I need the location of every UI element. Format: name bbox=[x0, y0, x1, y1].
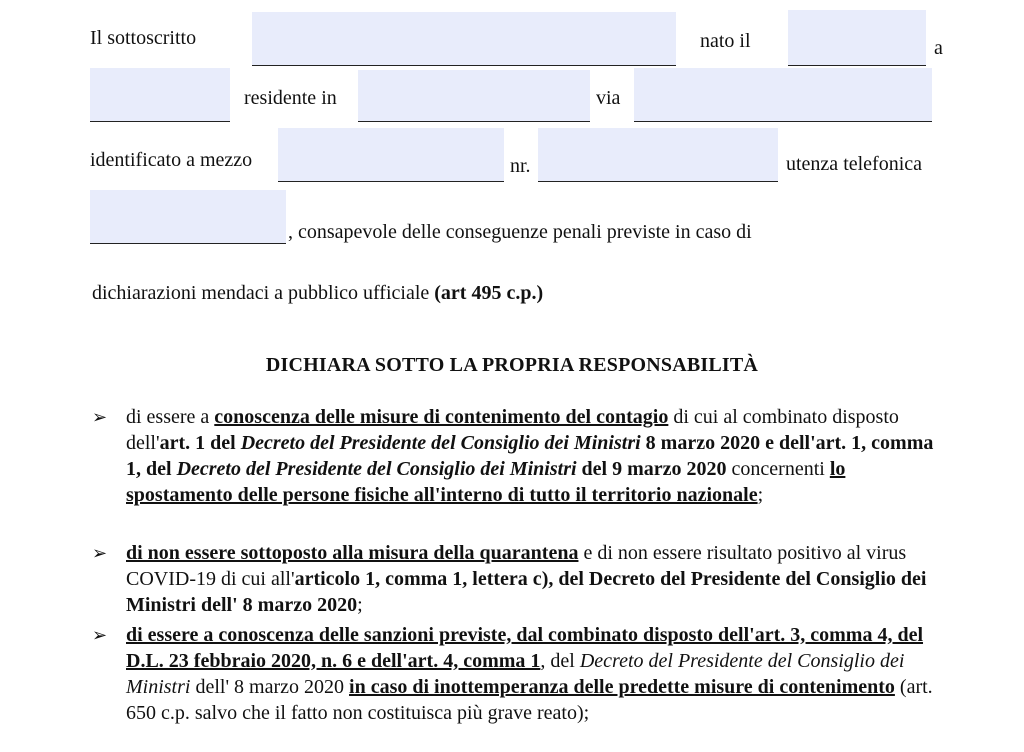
item-text: del 9 marzo 2020 bbox=[576, 458, 727, 480]
text-consapevole: , consapevole delle conseguenze penali previste in caso di bbox=[288, 221, 752, 243]
via-field[interactable] bbox=[634, 68, 932, 122]
item-text: di cui al combinato disposto dell' bbox=[126, 406, 899, 454]
item-text: di non essere sottoposto alla misura della quarantena bbox=[126, 542, 579, 564]
text-art-495: (art 495 c.p.) bbox=[434, 282, 544, 304]
item-text: in caso di inottemperanza delle predette misure di contenimento bbox=[349, 676, 895, 698]
item-text: di essere a conoscenza delle sanzioni previste, dal combinato disposto dell'art. 3, comma 4, del D.L. 23 febbraio 2020, n. 6 e dell'art. 4, comma 1 bbox=[126, 624, 924, 672]
telefono-field[interactable] bbox=[90, 190, 286, 244]
page-heading: DICHIARA SOTTO LA PROPRIA RESPONSABILITÀ bbox=[265, 354, 759, 376]
label-identificato: identificato a mezzo bbox=[90, 149, 253, 171]
residenza-field[interactable] bbox=[358, 70, 590, 122]
label-residente-in: residente in bbox=[244, 87, 337, 109]
bullet-icon: ➢ bbox=[92, 625, 108, 645]
item-text: concernenti bbox=[726, 458, 830, 480]
item-text: Decreto del Presidente del Consiglio dei Ministri bbox=[126, 650, 905, 698]
item-text: Decreto del Presidente del Consiglio dei Ministri bbox=[176, 458, 577, 480]
item-text: ; bbox=[757, 484, 764, 506]
item-text: dell' 8 marzo 2020 bbox=[190, 676, 350, 698]
documento-field[interactable] bbox=[278, 128, 504, 182]
label-nato-il: nato il bbox=[700, 30, 751, 52]
item-text: e di non essere risultato positivo al virus COVID-19 di cui all' bbox=[126, 542, 907, 590]
list-item bbox=[126, 622, 946, 726]
item-text: , del bbox=[540, 650, 580, 672]
bullet-icon: ➢ bbox=[92, 407, 108, 427]
luogo-nascita-field[interactable] bbox=[90, 68, 230, 122]
item-text: ; bbox=[357, 594, 363, 616]
label-via: via bbox=[596, 87, 621, 109]
label-nr: nr. bbox=[510, 155, 531, 177]
text-dichiarazioni-mendaci bbox=[92, 281, 543, 305]
list-item bbox=[126, 404, 946, 508]
list-item bbox=[126, 540, 946, 618]
item-text: (art. 650 c.p. salvo che il fatto non costituisca più grave reato); bbox=[126, 676, 933, 724]
item-text: 8 marzo 2020 e dell'art. 1, comma 1, del bbox=[126, 432, 934, 480]
item-text: di essere a bbox=[126, 406, 215, 428]
item-text: articolo 1, comma 1, lettera c), del Decreto del Presidente del Consiglio dei Ministri dell' 8 marzo 2020 bbox=[126, 568, 927, 616]
numero-documento-field[interactable] bbox=[538, 128, 778, 182]
item-text: lo spostamento delle persone fisiche all'interno di tutto il territorio nazionale bbox=[126, 458, 846, 506]
label-sottoscritto: Il sottoscritto bbox=[90, 27, 197, 49]
data-nascita-field[interactable] bbox=[788, 10, 926, 66]
bullet-icon: ➢ bbox=[92, 543, 108, 563]
item-text: conoscenza delle misure di contenimento del contagio bbox=[214, 406, 669, 428]
nome-sottoscritto-field[interactable] bbox=[252, 12, 676, 66]
text-dichiarazioni: dichiarazioni mendaci a pubblico ufficiale bbox=[92, 282, 435, 304]
item-text: Decreto del Presidente del Consiglio dei Ministri bbox=[240, 432, 641, 454]
label-a: a bbox=[934, 37, 943, 59]
item-text: art. 1 del bbox=[159, 432, 241, 454]
label-utenza-telefonica: utenza telefonica bbox=[786, 153, 923, 175]
